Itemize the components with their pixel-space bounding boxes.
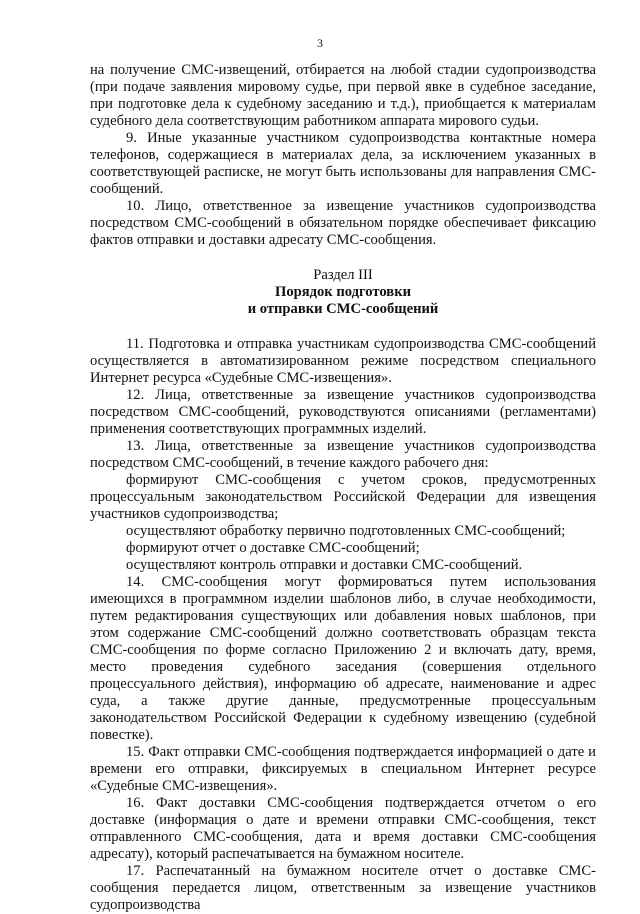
paragraph-17: 17. Распечатанный на бумажном носителе отчет о доставке СМС-сообщения передается лицом, ответственным за извещение участников судопроизводства — [90, 863, 596, 913]
paragraph-13: 13. Лица, ответственные за извещение участников судопроизводства посредством СМС-сообщений, в течение каждого рабочего дня: — [90, 438, 596, 471]
section-title-line-2: и отправки СМС-сообщений — [247, 301, 439, 317]
paragraph-15: 15. Факт отправки СМС-сообщения подтверждается информацией о дате и времени его отправки, фиксируемых в специальном Интернет ресурсе «Судебные СМС-извещения». — [90, 744, 596, 794]
paragraph-16: 16. Факт доставки СМС-сообщения подтверждается отчетом о его доставке (информация о дате и времени отправки СМС-сообщения, текст отправленного СМС-сообщения, дата и время доставки СМС-сообщения адресату), который распечатывается на бумажном носителе. — [90, 795, 596, 862]
paragraph-11: 11. Подготовка и отправка участникам судопроизводства СМС-сообщений осуществляется в автоматизированном режиме посредством специального Интернет ресурса «Судебные СМС-извещения». — [90, 336, 596, 386]
list-item-control: осуществляют контроль отправки и доставки СМС-сообщений. — [126, 557, 523, 573]
paragraph-10: 10. Лицо, ответственное за извещение участников судопроизводства посредством СМС-сообщений в обязательном порядке обеспечивает фиксацию фактов отправки и доставки адресату СМС-сообщения. — [90, 198, 596, 248]
list-item-form-sms: формируют СМС-сообщения с учетом сроков, предусмотренных процессуальным законодательством Российской Федерации для извещения участников судопроизводства; — [90, 472, 596, 522]
paragraph-14: 14. СМС-сообщения могут формироваться путем использования имеющихся в программном изделии шаблонов либо, в случае необходимости, путем редактирования существующих или добавления новых шаблонов, при этом содержание СМС-сообщений должно соответствовать образцам текста СМС-сообщения по форме согласно Приложению 2 и включать дату, время, место проведения судебного заседания (совершения отдельного процессуального действия), информацию об адресате, наименование и адрес суда, а также другие данные, предусмотренные процессуальным законодательством Российской Федерации к судебному извещению (судебной повестке). — [90, 574, 596, 743]
paragraph-continuation: на получение СМС-извещений, отбирается на любой стадии судопроизводства (при подаче заявления мировому судье, при первой явке в судебное заседание, при подготовке дела к судебному заседанию и т.д.), приобщается к материалам судебного дела соответствующим работником аппарата мирового судьи. — [90, 62, 596, 129]
paragraph-9: 9. Иные указанные участником судопроизводства контактные номера телефонов, содержащиеся в материалах дела, за исключением указанных в соответствующей расписке, не могут быть использованы для направления СМС-сообщений. — [90, 130, 596, 197]
list-item-process-sms: осуществляют обработку первично подготовленных СМС-сообщений; — [126, 523, 566, 539]
section-title-line-1: Порядок подготовки — [274, 284, 412, 300]
section-number: Раздел III — [313, 267, 373, 283]
document-body — [90, 62, 596, 914]
paragraph-12: 12. Лица, ответственные за извещение участников судопроизводства посредством СМС-сообщений, руководствуются описаниями (регламентами) применения соответствующих программных изделий. — [90, 387, 596, 437]
section-heading — [90, 267, 596, 318]
page-number: 3 — [317, 36, 323, 50]
list-item-delivery-report: формируют отчет о доставке СМС-сообщений; — [126, 540, 420, 556]
